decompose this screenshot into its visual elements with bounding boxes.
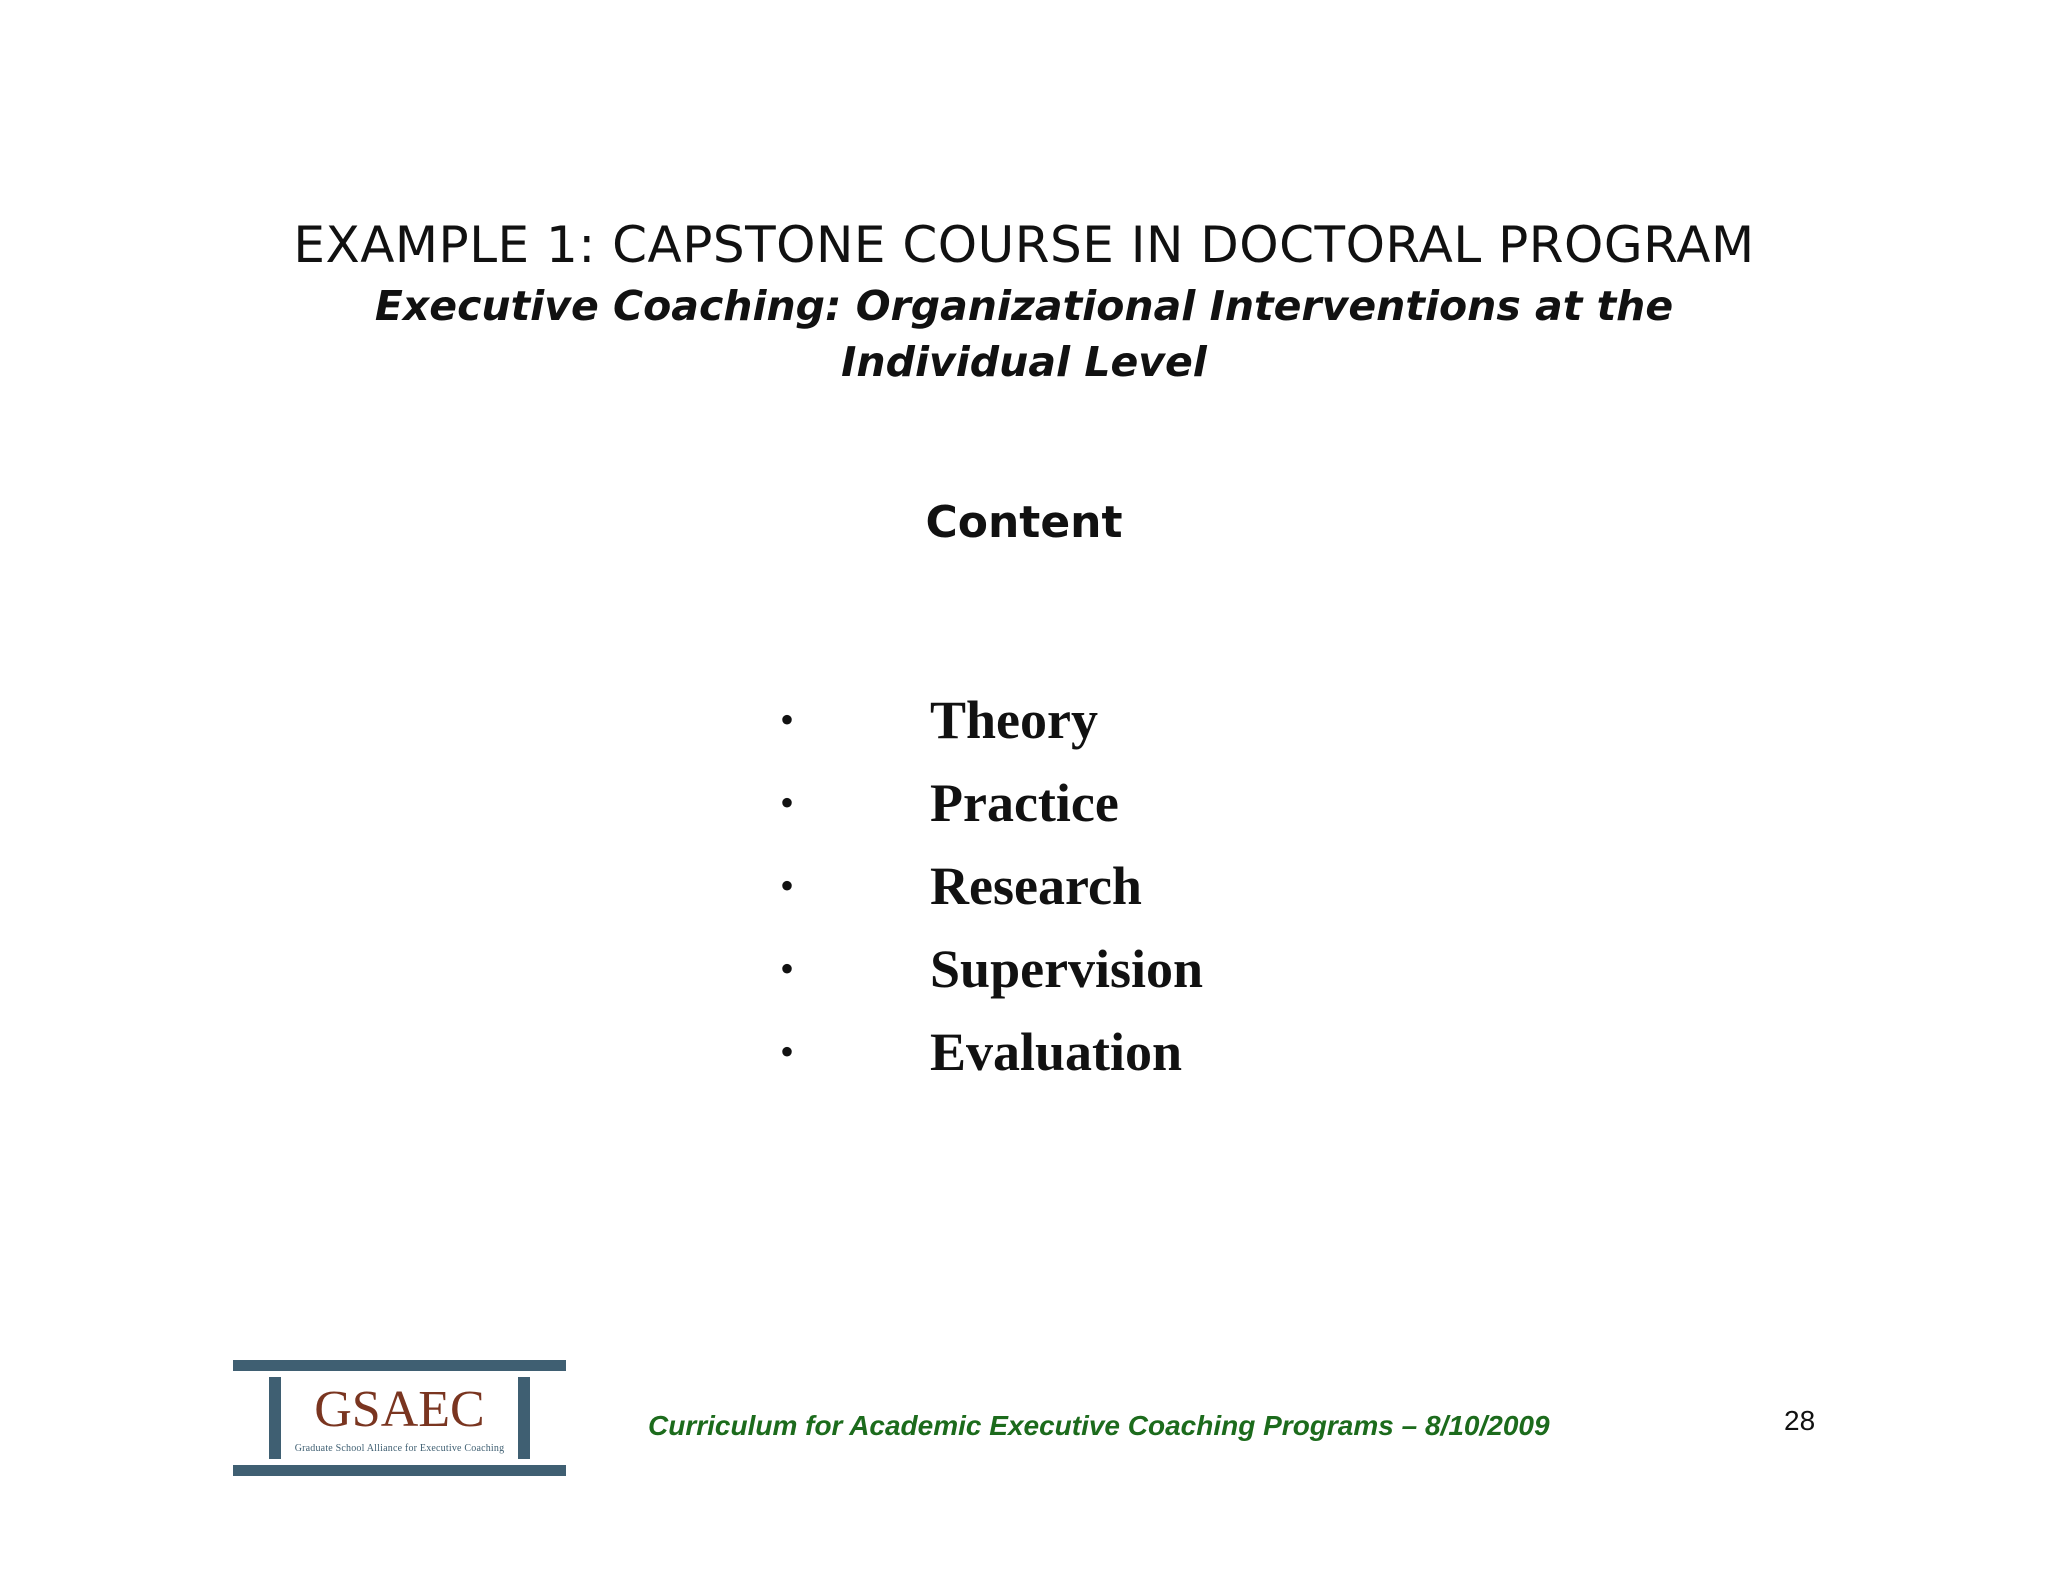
logo-bottom-bar xyxy=(233,1465,566,1476)
list-item xyxy=(780,927,1203,1010)
slide-subtitle xyxy=(0,278,2048,390)
footer-text: Curriculum for Academic Executive Coaching Programs – 8/10/2009 xyxy=(648,1410,1550,1441)
bullet-icon: • xyxy=(780,780,795,825)
list-item-label: Research xyxy=(930,855,1142,916)
gsaec-logo xyxy=(233,1360,566,1476)
bullet-icon: • xyxy=(780,946,795,991)
list-item xyxy=(780,678,1203,761)
list-item xyxy=(780,844,1203,927)
section-heading: Content xyxy=(925,497,1123,548)
logo-top-bar xyxy=(233,1360,566,1371)
subtitle-line-1: Executive Coaching: Organizational Interventions at the xyxy=(374,282,1674,330)
list-item-label: Supervision xyxy=(930,938,1204,999)
bullet-icon: • xyxy=(780,863,795,908)
list-item-label: Evaluation xyxy=(930,1021,1183,1082)
logo-tagline: Graduate School Alliance for Executive Coaching xyxy=(294,1443,505,1454)
slide-title: EXAMPLE 1: CAPSTONE COURSE IN DOCTORAL PROGRAM xyxy=(293,216,1755,274)
bullet-icon: • xyxy=(780,697,795,742)
content-list xyxy=(780,678,1203,1093)
list-item xyxy=(780,761,1203,844)
list-item-label: Theory xyxy=(930,689,1098,750)
list-item xyxy=(780,1010,1203,1093)
bullet-icon: • xyxy=(780,1029,795,1074)
list-item-label: Practice xyxy=(930,772,1119,833)
subtitle-line-2: Individual Level xyxy=(841,338,1207,386)
page-number: 28 xyxy=(1784,1405,1816,1436)
logo-wordmark: GSAEC xyxy=(314,1381,485,1438)
